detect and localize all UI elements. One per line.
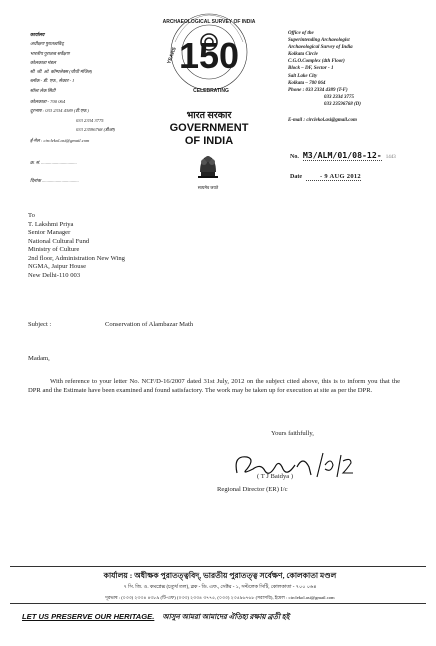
ref-no-prefix: No. (290, 154, 299, 160)
asi-seal (149, 6, 269, 100)
hindi-header-line: ई-मेल : circlekol.asi@gmail.com (30, 138, 90, 144)
footer-rule-lower (10, 603, 426, 604)
hindi-header-line: कार्यालय (30, 32, 45, 37)
emblem-caption: सत्यमेव जयते (197, 185, 219, 190)
seal-bottom-text: CELEBRATING (193, 88, 229, 94)
hindi-header-line: अधीक्षण पुरातत्वविद् (30, 41, 64, 47)
footer-address-line: ৭ সি. জি. ও. কমপ্লেক্স (চতুর্থ তল), ব্লক - ডি. এফ., সেক্টর - ১, সল্টলেক সিটি, কোলকাতা - ৭০০ ০৬৪ (123, 585, 317, 590)
ref-no-value: M3/ALM/01/08-12- (302, 150, 382, 160)
footer-rule (10, 566, 426, 567)
recipient-block (28, 212, 125, 280)
recipient-line: 2nd floor, Administration New Wing (28, 254, 125, 262)
signatory-name: ( T J Baidya ) (257, 473, 294, 480)
date-value: - 9 AUG 2012 (306, 173, 361, 181)
hindi-header-line: 033 23596768 (डीआ) (76, 126, 115, 132)
ref-no-suffix: 1443 (385, 155, 396, 160)
recipient-line: Senior Manager (28, 229, 71, 236)
footer-phone-line: দূরভাষ : (০৩৩) ২৩৩৪ ৪৩৮৯ (টি-এফ) (০৩৩) ২৩৩৪ ৩৭৭৫, (০৩৩) ২৩৫৯৬৭৬৮ (সরাসরি), ইমেল : circlekol.asi@gmail.com (105, 595, 335, 600)
body-paragraph: With reference to your letter No. NCF/D-16/2007 dated 31st July, 2012 on the subject cited above, this is to inform you that the DPR and the Estimate have been examined and found satisfactory. The work may be taken up for execution at site as per the DPR. (28, 378, 400, 394)
asi-150-years-seal-icon (149, 6, 269, 100)
english-header (288, 30, 432, 124)
english-header-line: Kolkata – 700 064 (288, 80, 326, 86)
heritage-slogan (22, 606, 289, 624)
recipient-line: New Delhi-110 003 (28, 271, 81, 279)
to-label: To (28, 212, 35, 219)
english-header-line: E-mail : circlekol.asi@gmail.com (288, 118, 357, 124)
hindi-header-line: भारतीय पुरातत्व सर्वेक्षण (30, 50, 70, 56)
slogan-english: LET US PRESERVE OUR HERITAGE. (22, 612, 155, 621)
date-prefix: Date (290, 174, 302, 180)
govt-title-line2: OF INDIA (184, 135, 234, 147)
hindi-header-line: ब्लॉक - डी. एफ., सेक्टर - I (30, 78, 74, 84)
english-header-line: Salt Lake City (288, 73, 318, 79)
govt-title-block (155, 111, 263, 148)
recipient-line: National Cultural Fund (28, 237, 90, 245)
national-emblem-icon (188, 150, 228, 180)
hindi-header-line: सी. जी. ओ. कॉम्पलेक्स (चौथी मंजिल) (30, 69, 93, 75)
hindi-ref-number: क्र. सं. ............................... (30, 159, 77, 165)
english-header-line: Archaeological Survey of India (288, 45, 353, 51)
footer-office-line: কার্যালয় : অধীক্ষক পুরাতত্ত্ববিদ্, ভারতীয় পুরাতত্ত্ব সর্বেক্ষণ, কোলকাতা মণ্ডল (103, 571, 337, 580)
english-header-line: C.G.O.Complex (4th Floor) (288, 59, 345, 65)
english-header-line: Superintending Archaeologist (288, 38, 350, 44)
subject-text: Conservation of Alambazar Math (105, 321, 194, 328)
english-header-line: Block – DF, Sector - 1 (288, 66, 334, 72)
hindi-header-line: दूरभाष : 033 2334 4389 (टी.एफ.) (30, 108, 89, 114)
handwritten-signature-icon (225, 447, 365, 485)
hindi-header-line: कोलकाता मंडल (30, 59, 56, 65)
hindi-govt-title: भारत सरकार (186, 111, 232, 121)
english-header-line: Office of the (288, 31, 314, 36)
recipient-line: T. Lakshmi Priya (28, 220, 74, 228)
hindi-header-line: 033 2334 3775 (76, 117, 104, 123)
hindi-date: दिनांक ................................ (30, 177, 79, 183)
recipient-line: Ministry of Culture (28, 246, 80, 253)
reference-number (290, 145, 434, 163)
english-header-line: 033 2334 3775 (324, 94, 354, 100)
hindi-header (30, 30, 158, 185)
english-header-line: 033 23596768 (D) (324, 101, 361, 107)
subject-label: Subject : (28, 321, 52, 328)
recipient-line: NGMA, Jaipur House (28, 263, 87, 270)
national-emblem (188, 150, 228, 190)
hindi-header-line: कोलकाता - 700 064 (30, 99, 66, 105)
hindi-header-line: सॉल्ट लेक सिटी (30, 87, 56, 93)
english-header-line: Kolkata Circle (288, 52, 318, 58)
letter-date (290, 165, 361, 183)
slogan-bengali: আসুন আমরা আমাদের ঐতিহ্য রক্ষায় ব্রতী হই (162, 613, 290, 621)
salutation: Madam, (28, 355, 50, 362)
seal-number: 150 (178, 35, 240, 76)
seal-years-text: YEARS (166, 46, 178, 65)
signatory-designation: Regional Director (ER) I/c (217, 486, 288, 493)
signature (225, 447, 365, 485)
seal-arc-text: ARCHAEOLOGICAL SURVEY OF INDIA (162, 19, 256, 25)
english-header-line: Phone : 033 2334 4389 (T-F) (288, 87, 348, 93)
valediction: Yours faithfully, (271, 430, 314, 437)
govt-title-line1: GOVERNMENT (169, 122, 249, 134)
